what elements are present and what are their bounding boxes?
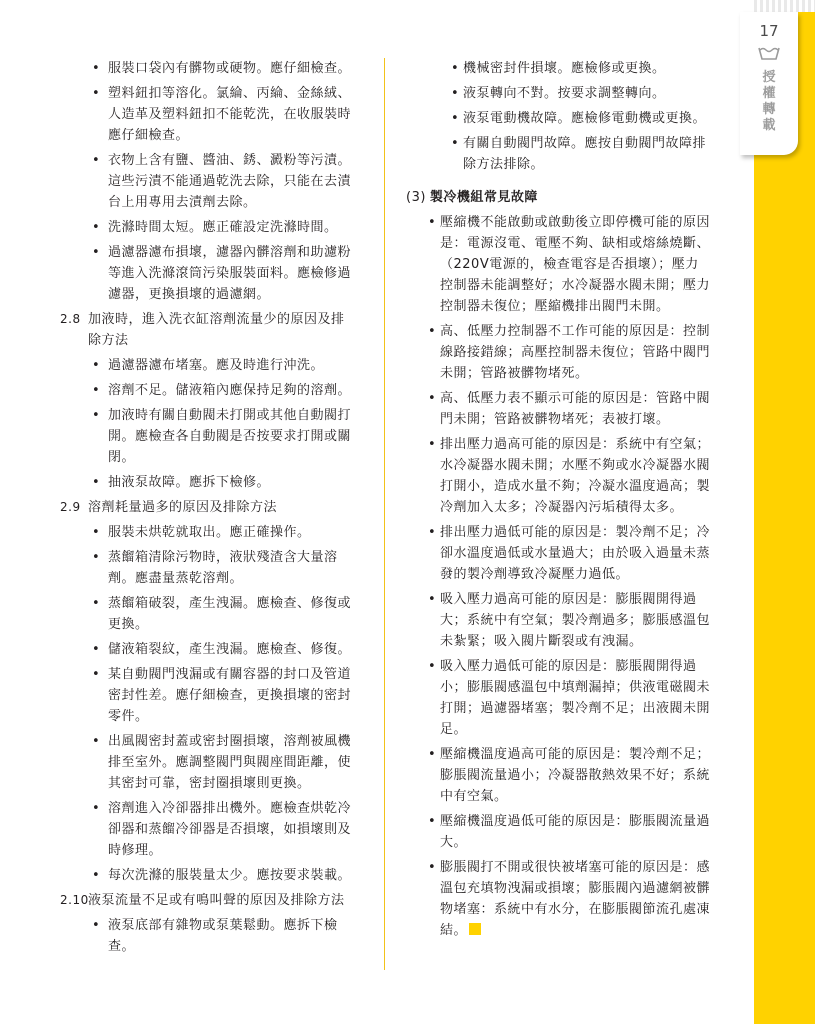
list-item: • 壓縮機溫度過低可能的原因是：膨脹閥流量過大。 xyxy=(406,811,712,853)
right-column xyxy=(406,58,712,945)
list-item: • 過濾器濾布堵塞。應及時進行沖洗。 xyxy=(60,355,356,376)
list-item: • 吸入壓力過高可能的原因是：膨脹閥開得過大；系統中有空氣；製冷劑過多；膨脹感溫包未紮緊；吸入閥片斷裂或有洩漏。 xyxy=(406,589,712,652)
subsection-title: 製冷機組常見故障 xyxy=(429,190,538,205)
list-item: • 壓縮機溫度過高可能的原因是：製冷劑不足；膨脹閥流量過小；冷凝器散熱效果不好；系統中有空氣。 xyxy=(406,744,712,807)
section-title: 液泵流量不足或有鳴叫聲的原因及排除方法 xyxy=(88,893,345,908)
list-item: • 每次洗滌的服裝量太少。應按要求裝載。 xyxy=(60,865,356,886)
end-mark-icon xyxy=(469,923,481,935)
section-title: 溶劑耗量過多的原因及排除方法 xyxy=(88,500,278,515)
section-number: 2.10 xyxy=(60,893,89,907)
list-item: • 有關自動閥門故障。應按自動閥門故障排除方法排除。 xyxy=(406,133,712,175)
list-item: • 吸入壓力過低可能的原因是：膨脹閥開得過小；膨脹閥感溫包中填劑漏掉；供液電磁閥未打開；過濾器堵塞；製冷劑不足；出液閥未開足。 xyxy=(406,656,712,740)
list-item-text: 膨脹閥打不開或很快被堵塞可能的原因是：感溫包充填物洩漏或損壞；膨脹閥內過濾網被髒物堵塞：系統中有水分，在膨脹閥節流孔處凍結。 xyxy=(440,860,711,938)
edge-dot-pattern xyxy=(754,0,815,12)
column-divider xyxy=(384,58,385,970)
section-number: 2.9 xyxy=(60,500,81,514)
list-item-last xyxy=(406,857,712,941)
list-item: • 某自動閥門洩漏或有關容器的封口及管道密封性差。應仔細檢查，更換損壞的密封零件。 xyxy=(60,664,356,727)
wash-basin-icon xyxy=(757,44,781,62)
section-title: 加液時，進入洗衣缸溶劑流量少的原因及排除方法 xyxy=(88,312,345,348)
section-heading-2-10 xyxy=(60,890,356,911)
list-item: • 液泵轉向不對。按要求調整轉向。 xyxy=(406,83,712,104)
list-item: • 洗滌時間太短。應正確設定洗滌時間。 xyxy=(60,217,356,238)
list-item: • 蒸餾箱破裂，產生洩漏。應檢查、修復或更換。 xyxy=(60,593,356,635)
list-item: • 儲液箱裂紋，產生洩漏。應檢查、修復。 xyxy=(60,639,356,660)
tab-label: 授權轉載 xyxy=(762,70,776,133)
list-item: • 液泵電動機故障。應檢修電動機或更換。 xyxy=(406,108,712,129)
list-item: • 機械密封件損壞。應檢修或更換。 xyxy=(406,58,712,79)
list-item: • 壓縮機不能啟動或啟動後立即停機可能的原因是：電源沒電、電壓不夠、缺相或熔絲燒斷、（220V電源的，檢查電容是否損壞）；壓力控制器未能調整好；水冷凝器水閥未開；壓力控制器未復位；壓縮機排出閥門未開。 xyxy=(406,212,712,317)
left-column xyxy=(60,58,356,961)
list-item: • 排出壓力過高可能的原因是：系統中有空氣；水冷凝器水閥未開；水壓不夠或水冷凝器水閥打開小，造成水量不夠；冷凝水溫度過高；製冷劑加入太多；冷凝器內污垢積得太多。 xyxy=(406,434,712,518)
list-item: • 高、低壓力表不顯示可能的原因是：管路中閥門未開；管路被髒物堵死；表被打壞。 xyxy=(406,388,712,430)
list-item: • 蒸餾箱清除污物時，液狀殘渣含大量溶劑。應盡量蒸乾溶劑。 xyxy=(60,547,356,589)
list-item: • 塑料鈕扣等溶化。氯綸、丙綸、金絲絨、人造革及塑料鈕扣不能乾洗，在收服裝時應仔細檢查。 xyxy=(60,83,356,146)
section-heading-2-9 xyxy=(60,497,356,518)
list-item: • 加液時有關自動閥未打開或其他自動閥打開。應檢查各自動閥是否按要求打開或關閉。 xyxy=(60,405,356,468)
list-item: • 高、低壓力控制器不工作可能的原因是：控制線路接錯線；高壓控制器未復位；管路中閥門未開；管路被髒物堵死。 xyxy=(406,321,712,384)
list-item: • 液泵底部有雜物或泵葉鬆動。應拆下檢查。 xyxy=(60,915,356,957)
subsection-number: (3) xyxy=(406,190,426,205)
section-heading-2-8 xyxy=(60,309,356,351)
section-number: 2.8 xyxy=(60,312,81,326)
list-item: • 排出壓力過低可能的原因是：製冷劑不足；冷卻水溫度過低或水量過大；由於吸入過量未蒸發的製冷劑導致冷凝壓力過低。 xyxy=(406,522,712,585)
list-item: • 衣物上含有鹽、醬油、銹、澱粉等污漬。這些污漬不能通過乾洗去除，只能在去漬台上用專用去漬劑去除。 xyxy=(60,150,356,213)
list-item: • 服裝口袋內有髒物或硬物。應仔細檢查。 xyxy=(60,58,356,79)
page-number: 17 xyxy=(759,22,779,40)
list-item: • 抽液泵故障。應拆下檢修。 xyxy=(60,472,356,493)
subsection-list xyxy=(406,212,712,941)
list-item: • 溶劑進入冷卻器排出機外。應檢查烘乾冷卻器和蒸餾冷卻器是否損壞，如損壞則及時修理。 xyxy=(60,798,356,861)
list-item: • 服裝未烘乾就取出。應正確操作。 xyxy=(60,522,356,543)
subsection-heading xyxy=(406,187,712,208)
list-item: • 過濾器濾布損壞，濾器內髒溶劑和助濾粉等進入洗滌滾筒污染服裝面料。應檢修過濾器，更換損壞的過濾網。 xyxy=(60,242,356,305)
list-item: • 出風閥密封蓋或密封圈損壞，溶劑被風機排至室外。應調整閥門與閥座間距離，使其密封可靠，密封圈損壞則更換。 xyxy=(60,731,356,794)
list-item: • 溶劑不足。儲液箱內應保持足夠的溶劑。 xyxy=(60,380,356,401)
